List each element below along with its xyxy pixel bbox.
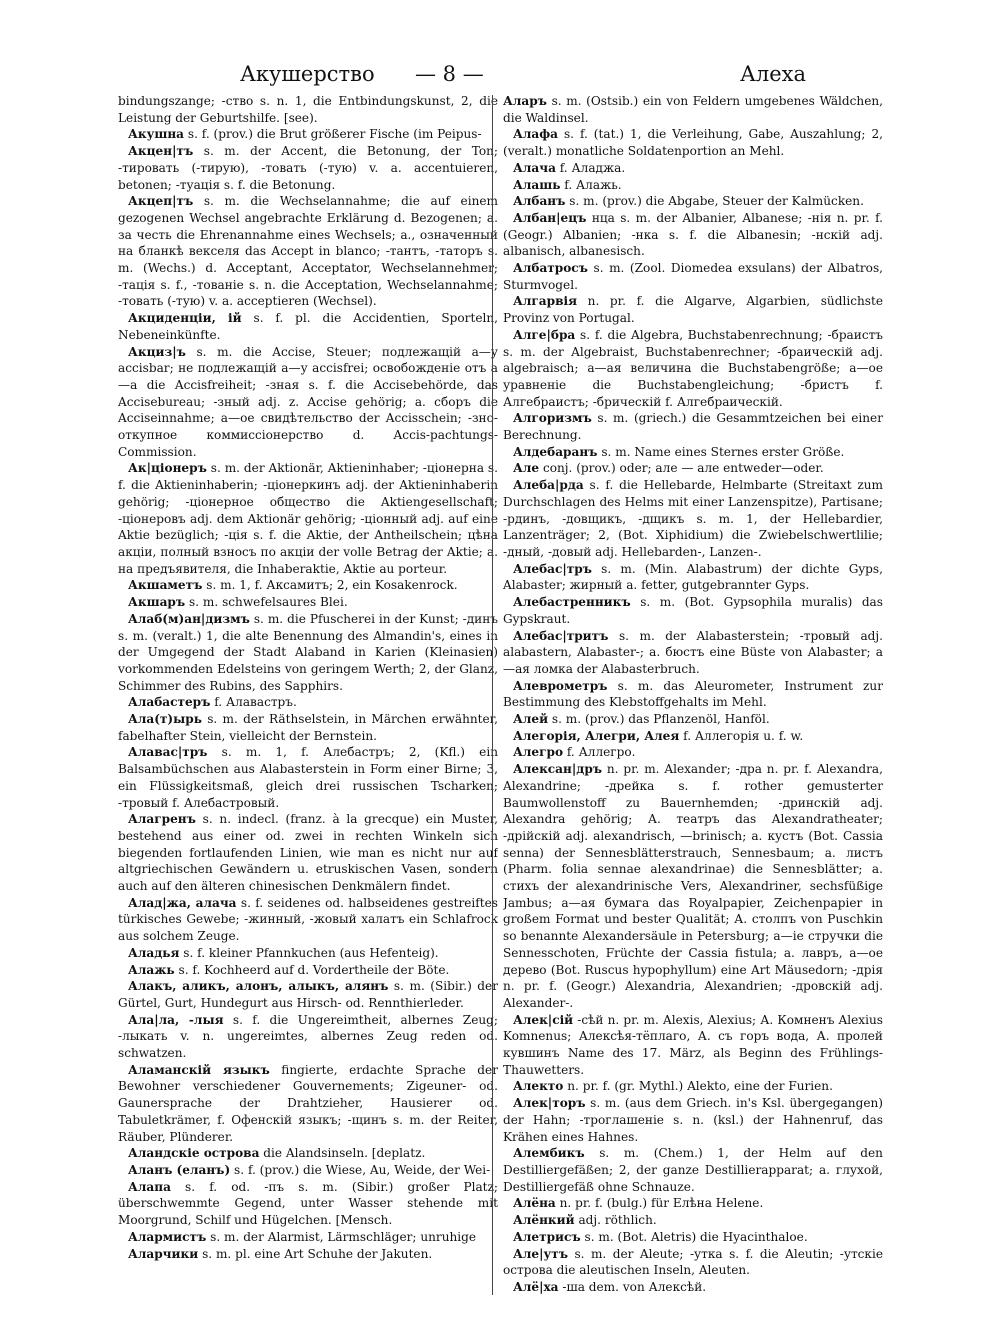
page-header <box>118 62 900 90</box>
dictionary-entry <box>503 210 883 260</box>
entry-definition: -сѣй n. pr. m. Alexis, Alexius; А. Комненъ Alexius Komnenus; Алексѣя-тёплаго, А. съ горъ вода, А. пролей кувшинъ Name des 17. März, als Beginn des Frühlings-Thauwetters. <box>503 1012 883 1077</box>
dictionary-entry <box>118 310 498 343</box>
dictionary-entry <box>503 177 883 194</box>
entry-definition: s. m. pl. eine Art Schuhe der Jakuten. <box>202 1246 433 1261</box>
dictionary-entry <box>503 1012 883 1079</box>
dictionary-entry <box>503 744 883 761</box>
entry-headword: Алад|жа, алача <box>128 895 237 910</box>
entry-headword: Але|утъ <box>513 1246 568 1261</box>
entry-headword: Алафа <box>513 127 558 142</box>
entry-headword: Алармистъ <box>128 1229 207 1244</box>
entry-headword: Алашь <box>513 177 561 192</box>
dictionary-entry <box>118 744 498 811</box>
entry-definition: fingierte, erdachte Sprache der Bewohner verschiedener Gouvernements; Zigeuner- od. Gaunersprache der Drahtzieher, Hausierer od. Tabuletkrämer, f. Офенскій языкъ; -щинъ s. m. der Reiter, Räuber, Plünderer. <box>118 1062 498 1144</box>
entry-headword: Албатросъ <box>513 261 588 276</box>
entry-definition: s. m. (Bot. Gypsophila muralis) das Gypskraut. <box>503 595 883 626</box>
dictionary-entry <box>503 1279 883 1296</box>
entry-definition: s. m. die Pfuscherei in der Kunst; -динъ s. m. (veralt.) 1, die alte Benennung des Almandin's, eines in der Umgegend der Stadt Alaband in Karien (Kleinasien) vorkommenden Edelsteins von geringem Werth; 2, der Glanz, Schimmer des Rubins, des Sapphirs. <box>118 611 498 693</box>
entry-definition: s. m. das Aleurometer, Instrument zur Bestimmung des Klebstoffgehalts im Mehl. <box>503 678 883 710</box>
entry-headword: Акшаметъ <box>128 578 203 593</box>
entry-definition: s. m. (Sibir.) der Gürtel, Gurt, Hundegurt aus Hirsch- od. Rennthierleder. <box>118 979 498 1010</box>
entry-definition: n. pr. m. Alexander; -дра n. pr. f. Alexandra, Alexandrine; -дрейка s. f. rother gemusterter Baumwollenstoff zu Bauernhemden; -дринскій adj. Alexandra gehörig; А. театръ das Alexandratheater; -дрійскій adj. alexandrisch, —brinisch; а. кустъ (Bot. Cassia senna) der Sennesblätterstrauch, Sennesbaum; а. листъ (Pharm. folia sennae alexandrinae) die Sennesblätter; а. стихъ der alexandrinische Vers, Alexandriner, sechsfüßige Jambus; а—ая бумага das Royalpapier, Zeichenpapier in großem Format und bester Qualität; А. столпъ von Puschkin so benannte Alexandersäule in Petersburg; а—іе стручки die Sennesschoten, Früchte der Cassia fistula; а. лавръ, а—ое дерево (Bot. Ruscus hypophyllum) eine Art Mäusedorn; -дрія n. pr. f. (Geogr.) Alexandria, Alexandrien; -дровскій adj. Alexander-. <box>503 762 883 1010</box>
dictionary-entry <box>118 1062 498 1146</box>
entry-headword: Аларъ <box>503 94 547 108</box>
entry-definition: s. m. die Wechselannahme; die auf einem gezogenen Wechsel angebrachte Erklärung d. Bezogenen; а. за честь die Ehrenannahme eines Wechsels; а., означенный на бланкѣ векселя das Accept in blanco; -тантъ, -таторъ s. m. (Wechs.) d. Acceptant, Acceptator, Wechselannehmer; -тація s. f., -тованіе s. n. die Acceptation, Wechselannahme; -товать (-тую) v. a. acceptieren (Wechsel). <box>118 194 498 309</box>
entry-headword: Албанъ <box>513 194 566 209</box>
entry-definition: n. pr. f. (gr. Mythl.) Alekto, eine der Furien. <box>567 1079 833 1094</box>
dictionary-entry <box>503 410 883 443</box>
entry-definition: s. m. (Zool. Diomedea exsulans) der Albatros, Sturmvogel. <box>503 261 883 292</box>
dictionary-entry <box>118 1012 498 1062</box>
entry-headword: Аландскіе острова <box>128 1146 260 1161</box>
entry-definition: s. n. indecl. (franz. à la grecque) ein Muster, bestehend aus einer od. zwei in rechten Winkeln sich biegenden fortlaufenden Linien, wie man es nicht nur auf altgriechischen Gewändern u. etruskischen Vasen, sondern auch auf den älteren chinesischen Denkmälern findet. <box>118 812 498 894</box>
dictionary-entry <box>503 1229 883 1246</box>
dictionary-entry <box>503 477 883 561</box>
entry-definition: n. pr. f. die Algarve, Algarbien, südlichste Provinz von Portugal. <box>503 294 883 326</box>
entry-definition: s. f. die Algebra, Buchstabenrechnung; -браистъ s. m. der Algebraist, Buchstabenrechner; -браическій adj. algebraisch; а—ая величина die Buchstabengröße; а—ое уравненіе die Buchstabengleichung; -бристъ f. Алгебраистъ; -брическій f. Алгебраическій. <box>503 327 883 409</box>
dictionary-entry <box>503 327 883 411</box>
entry-definition: s. m. der Alabasterstein; -тровый adj. alabastern, Alabaster-; а. бюстъ eine Büste von Alabaster; а—ая ломка der Alabasterbruch. <box>503 628 883 676</box>
entry-headword: Алача <box>513 160 556 175</box>
entry-definition: s. f. kleiner Pfannkuchen (aus Hefenteig). <box>183 945 439 960</box>
entry-definition: s. f. (prov.) die Brut größerer Fische (im Peipus- <box>187 127 482 142</box>
entry-definition: s. m. die Accise, Steuer; подлежащій а—у accisbar; не подлежащій а—у accisfrei; освобожденіе отъ а—а die Accisfreiheit; -зная s. f. die Accisebehörde, das Accisebureau; -зный adj. z. Accise gehörig; а. сборъ die Acciseinnahme; а—ое свидѣтельство der Accisschein; -зно-откупное коммиссіонерство d. Accis-pachtungs-Commission. <box>118 344 498 459</box>
entry-headword: Алёна <box>513 1196 556 1211</box>
entry-headword: Алё|ха <box>513 1279 559 1294</box>
entry-headword: Алге|бра <box>513 327 576 342</box>
dictionary-entry <box>503 260 883 293</box>
entry-definition: s. m. (prov.) die Abgabe, Steuer der Kalmücken. <box>569 194 864 209</box>
entry-definition: s. m. der Aktionär, Aktieninhaber; -ціонерна s. f. die Aktieninhaberin; -ціонеркинъ adj. der Aktieninhaberin gehörig; -ціонерное общество die Aktiengesellschaft; -ціонеровъ adj. dem Aktionär gehörig; -ціонный adj. auf eine Aktie bezüglich; -ція s. f. die Aktie, der Antheilschein; цѣна акціи, полный взносъ по акціи der volle Betrag der Aktie; а. на предъявителя, die Inhaberaktie, Aktie au porteur. <box>118 461 498 576</box>
entry-definition: s. m. (Ostsib.) ein von Feldern umgebenes Wäldchen, die Waldinsel. <box>503 94 883 125</box>
entry-definition: s. f. od. -пъ s. m. (Sibir.) großer Platz; überschwemmte Gegend, unter Wasser stehende mit Moorgrund, Schilf und Hügelchen. [Mensch. <box>118 1179 498 1228</box>
entry-definition: s. m. schwefelsaures Blei. <box>189 595 348 610</box>
entry-headword: Алебастренникъ <box>513 595 631 610</box>
entry-headword: Алембикъ <box>513 1146 585 1161</box>
dictionary-entry <box>118 344 498 461</box>
right-guide-word: Алеха <box>739 62 806 86</box>
entry-headword: Алгарвія <box>513 294 578 309</box>
entry-headword: Алегро <box>513 745 564 760</box>
dictionary-entry <box>118 1229 498 1246</box>
entry-headword: Алакъ, аликъ, алонъ, алыкъ, алянъ <box>128 979 389 994</box>
dictionary-entry <box>503 1078 883 1095</box>
entry-definition: s. m. der Alarmist, Lärmschläger; unruhige <box>210 1229 477 1244</box>
dictionary-entry <box>118 962 498 979</box>
entry-definition: нца s. m. der Albanier, Albanese; -нія n. pr. f. (Geogr.) Albanien; -нка s. f. die Albanesin; -нскій adj. albanisch, albanesisch. <box>503 210 883 259</box>
entry-headword: Акшаръ <box>128 595 186 610</box>
entry-headword: Алабастеръ <box>128 695 211 710</box>
dictionary-entry <box>118 193 498 310</box>
entry-definition: s. f. Kochheerd auf d. Vordertheile der Böte. <box>178 962 450 977</box>
dictionary-entry <box>118 1179 498 1229</box>
page-number: — 8 — <box>415 62 484 86</box>
entry-headword: Алдебаранъ <box>513 444 598 459</box>
entry-definition: s. f. pl. die Accidentien, Sporteln, Nebeneinkünfte. <box>118 311 498 342</box>
dictionary-entry <box>503 1145 883 1195</box>
column-divider <box>492 95 493 1295</box>
entry-definition: s. m. der Aleute; -утка s. f. die Aleutin; -утскіе острова die aleutischen Inseln, Aleuten. <box>503 1246 883 1278</box>
entry-headword: Алеба|рда <box>513 478 584 493</box>
dictionary-entry <box>118 1145 498 1162</box>
entry-definition: s. m. 1, f. Алебастръ; 2, (Kfl.) ein Balsambüchschen aus Alabasterstein in Form einer Birne; 3, ein Flüssigkeitsmaß, gleich drei russischen Tscharken; -тровый f. Алебастровый. <box>118 745 498 810</box>
dictionary-entry <box>118 611 498 695</box>
entry-definition: f. Аллегро. <box>566 745 636 760</box>
dictionary-entry <box>503 460 883 477</box>
dictionary-entry <box>503 711 883 728</box>
dictionary-entry <box>118 694 498 711</box>
entry-headword: Ак|ціонеръ <box>128 461 207 476</box>
entry-headword: Алаб(м)ан|дизмъ <box>128 611 250 626</box>
entry-definition: s. f. (prov.) die Wiese, Au, Weide, der Wei- <box>234 1163 491 1177</box>
entry-headword: Алавас|тръ <box>128 745 208 760</box>
dictionary-entry <box>503 444 883 461</box>
dictionary-entry <box>118 811 498 895</box>
dictionary-entry <box>503 628 883 678</box>
entry-headword: Акциденціи, ій <box>128 311 242 326</box>
entry-headword: Алетрисъ <box>513 1229 581 1244</box>
dictionary-entry <box>118 143 498 193</box>
entry-headword: Алгоризмъ <box>513 411 592 426</box>
dictionary-entry <box>503 761 883 1012</box>
entry-definition: s. m. (Bot. Aletris) die Hyacinthaloe. <box>584 1229 808 1244</box>
dictionary-entry <box>503 293 883 326</box>
entry-headword: Алагренъ <box>128 812 196 827</box>
entry-definition: conj. (prov.) oder; але — але entweder—oder. <box>542 461 824 476</box>
entry-headword: Алек|торъ <box>513 1096 586 1111</box>
entry-definition: s. f. die Ungereimtheit, albernes Zeug; -лыкать v. n. ungereimtes, albernes Zeug reden od. schwatzen. <box>118 1012 498 1061</box>
dictionary-entry <box>118 1162 498 1179</box>
entry-headword: Ала(т)ырь <box>128 712 202 727</box>
entry-headword: Алапа <box>128 1179 171 1194</box>
dictionary-entry <box>503 728 883 745</box>
dictionary-entry <box>118 895 498 945</box>
entry-headword: Албан|ецъ <box>513 210 587 225</box>
entry-definition: s. f. seidenes od. halbseidenes gestreiftes türkisches Gewebe; -жинный, -жовый халатъ ein Schlafrock aus solchem Zeuge. <box>118 895 498 944</box>
entry-headword: Алажь <box>128 962 175 977</box>
dictionary-entry <box>503 1246 883 1279</box>
entry-definition: s. m. (griech.) die Gesammtzeichen bei einer Berechnung. <box>503 411 883 443</box>
dictionary-entry <box>503 1095 883 1145</box>
entry-definition: f. Аладжа. <box>559 160 626 175</box>
entry-headword: Акцеп|тъ <box>128 194 194 209</box>
entry-definition: s. m. (Chem.) 1, der Helm auf den Destilliergefäßen; 2, der ganze Destillierapparat; а. глухой, Destilliergefäß ohne Schnauze. <box>503 1146 883 1194</box>
entry-definition: f. Алажь. <box>564 177 622 192</box>
dictionary-entry <box>118 945 498 962</box>
dictionary-entry <box>503 1212 883 1229</box>
entry-headword: Алек|сій <box>513 1012 574 1027</box>
entry-definition: adj. röthlich. <box>578 1213 657 1228</box>
dictionary-entry <box>118 711 498 744</box>
entry-definition: s. f. (tat.) 1, die Verleihung, Gabe, Auszahlung; 2, (veralt.) monatliche Soldatenportion an Mehl. <box>503 127 883 159</box>
entry-definition: s. m. Name eines Sternes erster Größe. <box>601 444 845 459</box>
entry-headword: Ала|ла, -лыя <box>128 1012 224 1027</box>
dictionary-entry <box>118 978 498 1011</box>
dictionary-entry <box>118 126 498 143</box>
dictionary-entry <box>503 93 883 126</box>
entry-definition: s. f. die Hellebarde, Helmbarte (Streitaxt zum Durchschlagen des Helms mit einer Lanzenspitze), Partisane; -рдинъ, -довщикъ, -дщикъ s. m. 1, der Hellebardier, Lanzenträger; 2, (Bot. Xiphidium) die Zwiebelschwertlilie; -дный, -довый adj. Hellebarden-, Lanzen-. <box>503 478 883 559</box>
dictionary-entry <box>118 594 498 611</box>
left-column <box>118 93 498 1300</box>
dictionary-entry <box>503 594 883 627</box>
left-guide-word: Акушерство <box>240 62 375 86</box>
entry-headword: Аланъ (еланъ) <box>128 1163 231 1177</box>
entry-headword: Алеврометръ <box>513 678 608 693</box>
dictionary-entry <box>118 577 498 594</box>
entry-headword: Аламанскій языкъ <box>128 1062 270 1077</box>
dictionary-entry <box>503 1195 883 1212</box>
dictionary-entry <box>503 561 883 594</box>
entry-definition: -ша dem. von Алексѣй. <box>562 1279 707 1294</box>
dictionary-entry <box>503 193 883 210</box>
entry-definition: die Alandsinseln. [deplatz. <box>263 1146 426 1161</box>
entry-definition: s. m. (prov.) das Pflanzenöl, Hanföl. <box>551 712 770 727</box>
right-column <box>503 93 883 1300</box>
entry-definition: s. m. der Räthselstein, in Märchen erwähnter, fabelhafter Stein, vielleicht der Bernstein. <box>118 712 498 743</box>
entry-headword: Акушна <box>128 127 185 142</box>
entry-headword: Акциз|ъ <box>128 344 186 359</box>
entry-definition: bindungszange; -ство s. n. 1, die Entbindungskunst, 2, die Leistung der Geburtshilfe. [see). <box>118 94 498 125</box>
entry-headword: Алёнкий <box>513 1213 575 1228</box>
entry-definition: s. m. der Accent, die Betonung, der Ton; -тировать (-тирую), -товать (-тую) v. a. accentuieren, betonen; -туація s. f. die Betonung. <box>118 144 498 192</box>
entry-headword: Алекто <box>513 1079 564 1094</box>
entry-headword: Алей <box>513 712 549 727</box>
entry-headword: Акцен|тъ <box>128 144 194 159</box>
entry-headword: Алебас|тритъ <box>513 628 609 643</box>
entry-headword: Аладья <box>128 945 180 960</box>
entry-headword: Алексан|дръ <box>513 762 603 777</box>
entry-definition: s. m. 1, f. Аксамитъ; 2, ein Kosakenrock. <box>206 578 458 593</box>
dictionary-entry <box>118 1246 498 1263</box>
entry-definition: f. Аллегорія u. f. w. <box>683 728 804 743</box>
dictionary-entry <box>503 126 883 159</box>
entry-definition: s. m. (aus dem Griech. in's Ksl. übergegangen) der Hahn; -троглашеніе s. n. (ksl.) der Hahnenruf, das Krähen eines Hahnes. <box>503 1096 883 1144</box>
entry-definition: f. Алавастръ. <box>214 695 297 710</box>
entry-headword: Але <box>513 461 540 476</box>
entry-definition: s. m. (Min. Alabastrum) der dichte Gyps, Alabaster; жирный а. fetter, gutgebrannter Gyps. <box>503 561 883 593</box>
dictionary-entry <box>118 93 498 126</box>
entry-headword: Аларчики <box>128 1246 199 1261</box>
dictionary-entry <box>503 678 883 711</box>
dictionary-entry <box>503 160 883 177</box>
entry-definition: n. pr. f. (bulg.) für Елѣна Helene. <box>559 1196 764 1211</box>
entry-headword: Алегорія, Алегри, Алея <box>513 728 680 743</box>
entry-headword: Алебас|тръ <box>513 561 592 576</box>
dictionary-entry <box>118 460 498 577</box>
